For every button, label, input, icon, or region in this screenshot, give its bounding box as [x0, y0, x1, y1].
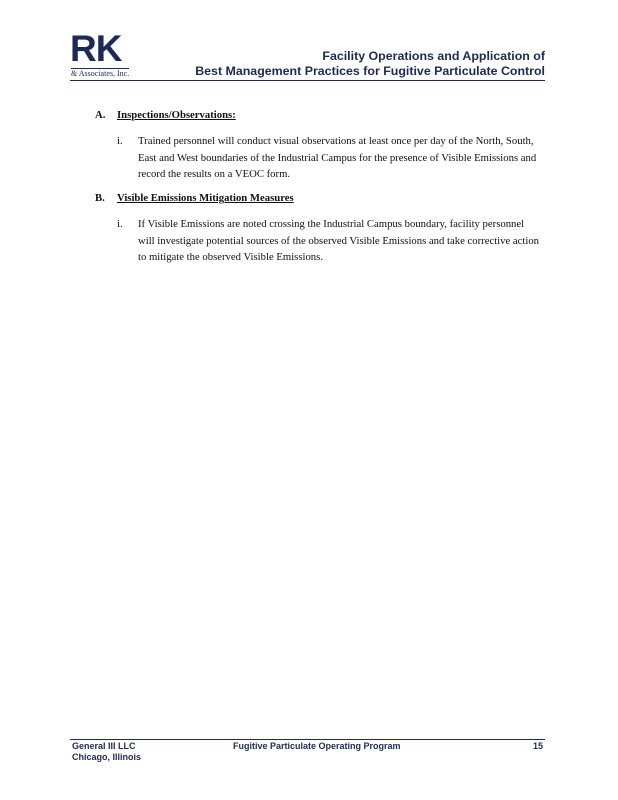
list-item [95, 133, 555, 183]
footer-location: Chicago, Illinois [72, 752, 142, 762]
section-heading [95, 191, 555, 205]
footer-company-block [72, 741, 141, 763]
logo-mark: RK [70, 28, 122, 69]
item-text: If Visible Emissions are noted crossing the Industrial Campus boundary, facility personnel will investigate potential sources of the observed Visible Emissions and take corrective action to mitigate the observed Visible Emissions. [138, 218, 540, 264]
document-title [195, 49, 545, 79]
document-title-line-2: Best Management Practices for Fugitive Particulate Control [195, 64, 545, 78]
header-divider [70, 80, 545, 81]
section-letter: A. [95, 109, 106, 121]
section-title: Inspections/Observations: [117, 109, 236, 121]
section-inspections [95, 108, 555, 183]
section-heading [95, 108, 555, 122]
section-letter: B. [95, 192, 105, 204]
section-title: Visible Emissions Mitigation Measures [117, 192, 294, 204]
page-number: 15 [532, 741, 543, 751]
document-title-line-1: Facility Operations and Application of [322, 49, 545, 63]
list-item [95, 216, 555, 266]
footer-program: Fugitive Particulate Operating Program [233, 741, 401, 751]
logo-subtitle: & Associates, Inc. [71, 69, 130, 78]
company-logo [70, 30, 136, 78]
item-number: i. [117, 218, 123, 230]
item-text: Trained personnel will conduct visual observations at least once per day of the North, South, East and West boundaries of the Industrial Campus for the presence of Visible Emissions and record the results on a VEOC form. [138, 135, 537, 181]
item-number: i. [117, 135, 123, 147]
footer-company: General III LLC [72, 741, 136, 751]
section-mitigation [95, 191, 555, 266]
footer-divider [70, 739, 545, 740]
